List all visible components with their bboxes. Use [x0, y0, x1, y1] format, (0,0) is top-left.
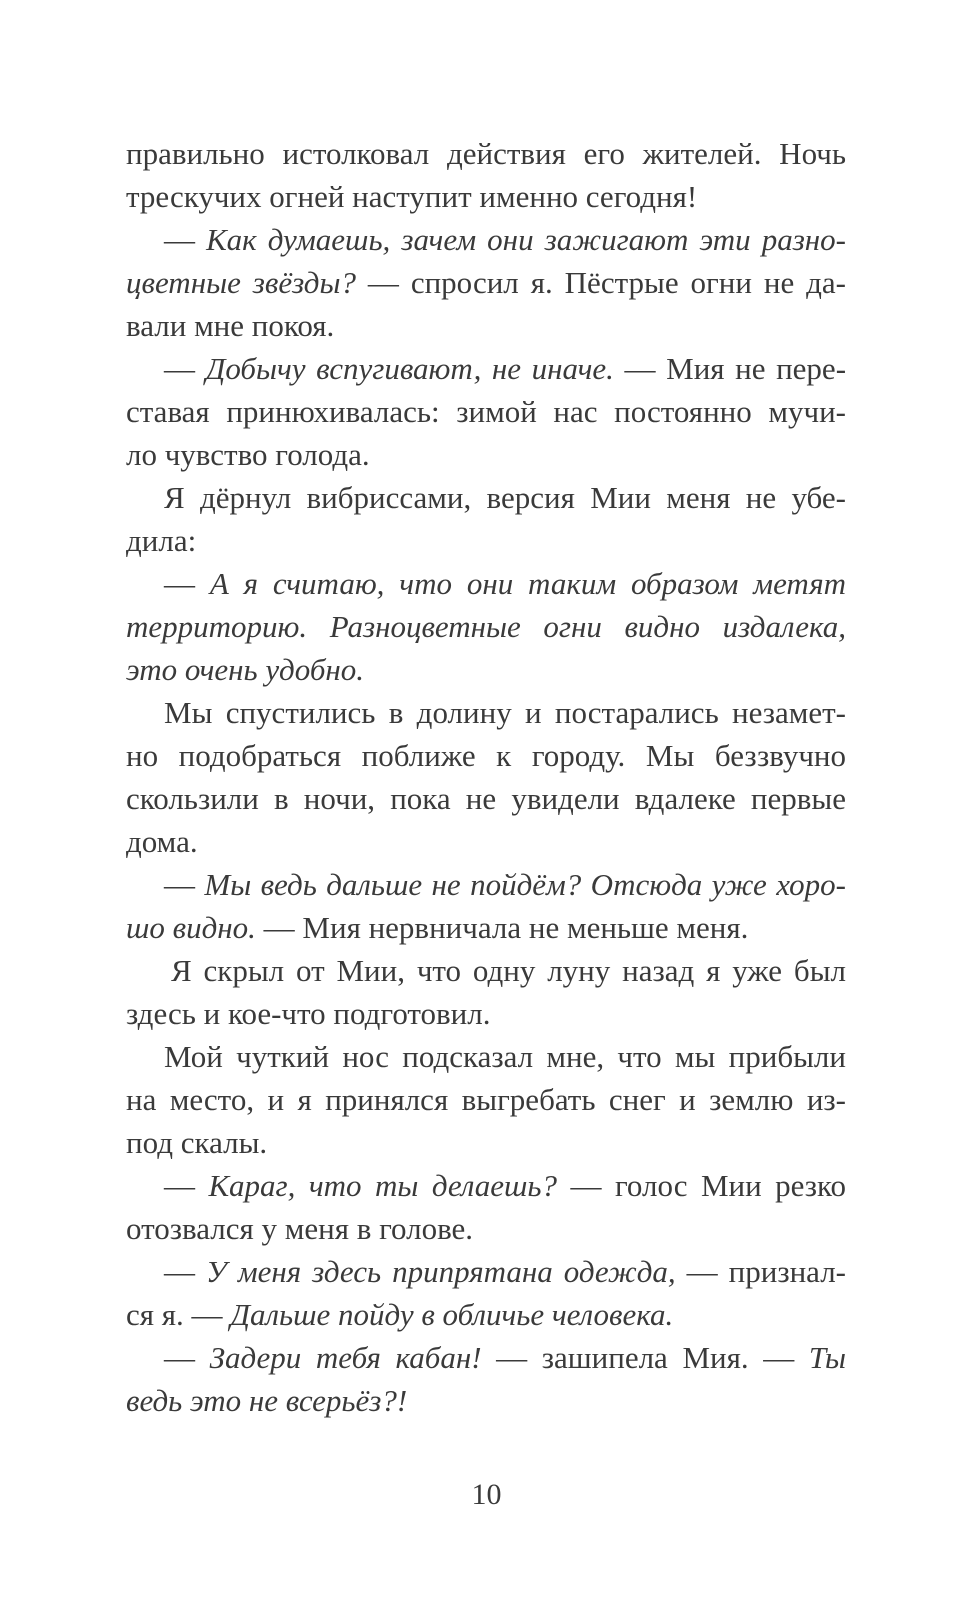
italic-speech: шо видно.	[126, 910, 256, 945]
text-segment: скользили в ночи, пока не увидели вдалеке первые	[126, 781, 846, 816]
text-segment: —	[164, 1254, 206, 1289]
text-line	[126, 648, 846, 691]
text-segment: — Мия не пере-	[613, 351, 847, 386]
text-segment: —	[164, 566, 210, 601]
text-segment: здесь и кое-что подготовил.	[126, 996, 491, 1031]
text-segment: дила:	[126, 523, 197, 558]
text-line	[126, 132, 846, 175]
text-segment: ся я. —	[126, 1297, 231, 1332]
text-line	[126, 433, 846, 476]
text-segment: Мы спустились в долину и постарались незамет-	[164, 695, 846, 730]
text-segment: Я дёрнул вибриссами, версия Мии меня не убе-	[164, 480, 846, 515]
text-segment: —	[164, 867, 205, 902]
italic-speech: Задери тебя кабан!	[209, 1340, 482, 1375]
text-line	[126, 734, 846, 777]
text-line	[126, 949, 846, 992]
italic-speech: Добычу вспугивают, не иначе.	[205, 351, 614, 386]
text-segment: Мой чуткий нос подсказал мне, что мы прибыли	[164, 1039, 846, 1074]
italic-speech: цветные звёзды?	[126, 265, 356, 300]
italic-speech: Ты	[808, 1340, 846, 1375]
text-segment: —	[164, 1168, 209, 1203]
italic-speech: У меня здесь припрятана одежда,	[206, 1254, 676, 1289]
text-line	[126, 1250, 846, 1293]
text-segment: отозвался у меня в голове.	[126, 1211, 474, 1246]
italic-speech: это очень удобно.	[126, 652, 365, 687]
italic-speech: А я считаю, что они таким образом метят	[209, 566, 846, 601]
text-segment: — голос Мии резко	[557, 1168, 847, 1203]
text-line	[126, 562, 846, 605]
text-segment: — Мия нервничала не меньше меня.	[255, 910, 749, 945]
text-line	[126, 1121, 846, 1164]
text-line	[126, 691, 846, 734]
italic-speech: Мы ведь дальше не пойдём? Отсюда уже хоро-	[204, 867, 847, 902]
italic-speech: ведь это не всерьёз?!	[126, 1383, 408, 1418]
italic-speech: Как думаешь, зачем они зажигают эти разно-	[206, 222, 846, 257]
text-segment: трескучих огней наступит именно сегодня!	[126, 179, 698, 214]
text-line	[126, 605, 846, 648]
text-segment: — спросил я. Пёстрые огни не да-	[355, 265, 847, 300]
text-line	[126, 519, 846, 562]
text-line	[126, 390, 846, 433]
text-line	[126, 863, 846, 906]
text-line	[126, 1336, 846, 1379]
text-segment: дома.	[126, 824, 198, 859]
text-line	[126, 175, 846, 218]
text-line	[126, 1379, 846, 1422]
text-segment: правильно истолковал действия его жителей. Ночь	[126, 136, 846, 171]
text-line	[126, 261, 846, 304]
body-text	[126, 132, 846, 1422]
text-line	[126, 476, 846, 519]
text-line	[126, 218, 846, 261]
text-segment: Я скрыл от Мии, что одну луну назад я уже был	[171, 953, 846, 988]
text-segment: ло чувство голода.	[126, 437, 370, 472]
text-line	[126, 1293, 846, 1336]
italic-speech: Караг, что ты делаешь?	[208, 1168, 558, 1203]
page-number: 10	[471, 1478, 502, 1511]
text-line	[126, 992, 846, 1035]
text-line	[126, 777, 846, 820]
text-segment: — признал-	[675, 1254, 846, 1289]
text-line	[126, 1035, 846, 1078]
text-line	[126, 304, 846, 347]
text-line	[126, 1207, 846, 1250]
text-segment: на место, и я принялся выгребать снег и землю из-	[126, 1082, 846, 1117]
italic-speech: территорию. Разноцветные огни видно издалека,	[126, 609, 846, 644]
text-segment: под скалы.	[126, 1125, 268, 1160]
text-line	[126, 347, 846, 390]
text-segment: но подобраться поближе к городу. Мы беззвучно	[126, 738, 846, 773]
text-segment: — зашипела Мия. —	[481, 1340, 809, 1375]
italic-speech: Дальше пойду в обличье человека.	[230, 1297, 674, 1332]
text-line	[126, 906, 846, 949]
text-segment: —	[164, 351, 206, 386]
text-line	[126, 1078, 846, 1121]
text-line	[126, 1164, 846, 1207]
text-segment: вали мне покоя.	[126, 308, 335, 343]
text-segment: ставая принюхивалась: зимой нас постоянно мучи-	[126, 394, 846, 429]
text-segment: —	[164, 222, 207, 257]
text-segment: —	[164, 1340, 210, 1375]
text-line	[126, 820, 846, 863]
